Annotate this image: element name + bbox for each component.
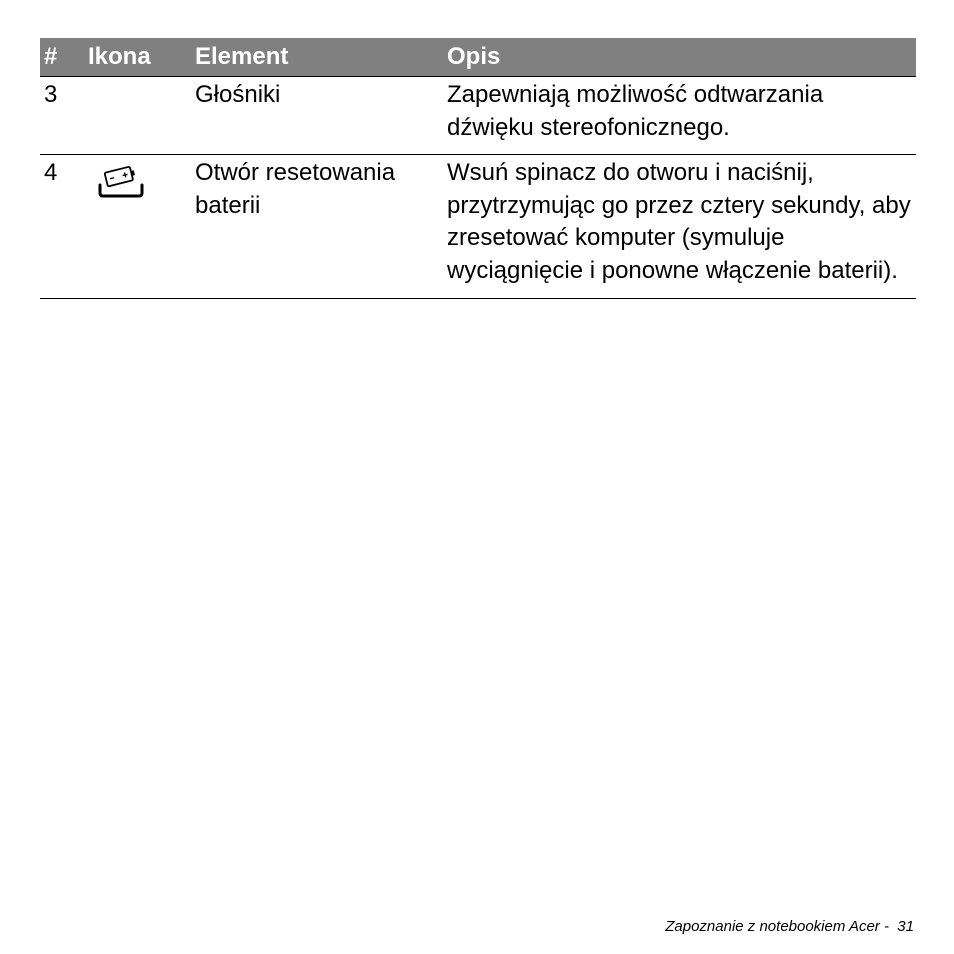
header-icon: Ikona	[83, 38, 193, 77]
table-header-row	[40, 38, 916, 77]
row-description: Zapewniają możliwość odtwarzania dźwięku stereofonicznego.	[445, 77, 916, 155]
row-number: 4	[40, 155, 83, 299]
header-element: Element	[193, 38, 445, 77]
page-footer: Zapoznanie z notebookiem Acer - 31	[665, 918, 914, 935]
row-icon-cell	[83, 155, 193, 299]
row-number: 3	[40, 77, 83, 155]
table-row	[40, 77, 916, 155]
header-description: Opis	[445, 38, 916, 77]
row-element: Głośniki	[193, 77, 445, 155]
table-row	[40, 155, 916, 299]
row-description: Wsuń spinacz do otworu i naciśnij, przytrzymując go przez cztery sekundy, aby zresetować komputer (symuluje wyciągnięcie i ponowne włączenie baterii).	[445, 155, 916, 299]
row-icon-cell	[83, 77, 193, 155]
header-number: #	[40, 38, 83, 77]
battery-reset-icon	[97, 165, 145, 201]
components-table	[40, 38, 916, 299]
row-element: Otwór resetowania baterii	[193, 155, 445, 299]
